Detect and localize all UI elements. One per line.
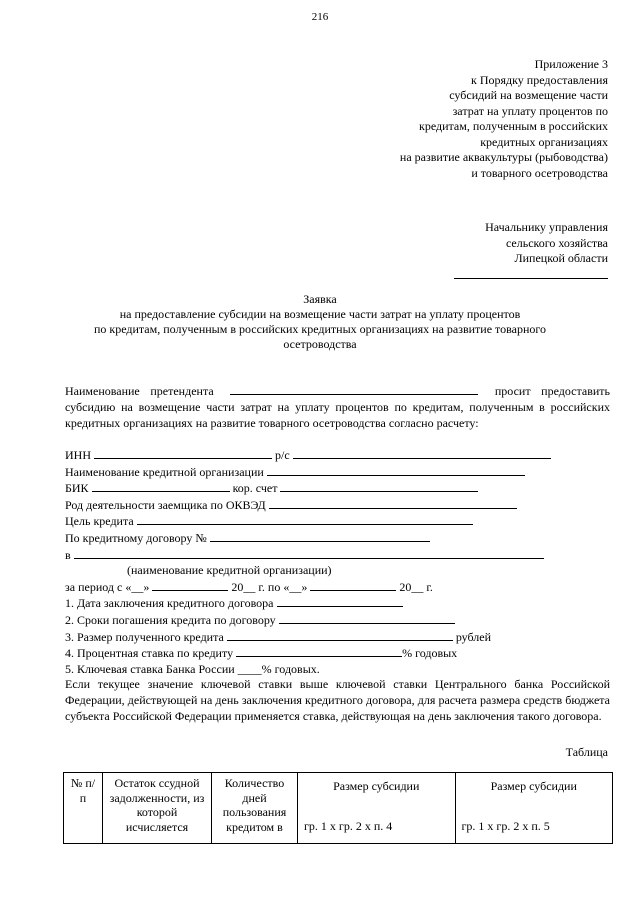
- inn-label: ИНН: [65, 448, 91, 462]
- item-4-label: 4. Процентная ставка по кредиту: [65, 646, 234, 661]
- signature-line[interactable]: [454, 267, 608, 279]
- page-number: 216: [311, 11, 329, 23]
- item-5-row: 5. Ключевая ставка Банка России ____% годовых.: [65, 661, 320, 676]
- applicant-name-field[interactable]: [230, 383, 478, 395]
- period-to-label: 20__ г. по «__»: [231, 579, 308, 594]
- subsidy-2-title: Размер субсидии: [490, 779, 577, 793]
- header-days: Количество дней пользования кредитом в: [212, 773, 298, 844]
- addressee-line: Липецкой области: [514, 251, 608, 265]
- period-from-field[interactable]: [152, 579, 228, 591]
- appendix-line: к Порядку предоставления: [470, 72, 608, 87]
- contract-label: По кредитному договору №: [65, 530, 207, 545]
- period-to-field[interactable]: [310, 579, 396, 591]
- item-1-label: 1. Дата заключения кредитного договора: [65, 596, 274, 611]
- header-number: № п/п: [64, 773, 103, 844]
- rs-field[interactable]: [293, 447, 551, 459]
- in-label: в: [65, 547, 71, 562]
- okved-field[interactable]: [269, 497, 517, 509]
- subsidy-1-title: Размер субсидии: [333, 779, 420, 793]
- appendix-line: кредитам, полученным в российских: [419, 119, 608, 133]
- item-3-field[interactable]: [227, 629, 453, 641]
- title-line: по кредитам, полученным в российских кредитных организациях на развитие товарного: [93, 322, 547, 336]
- title-line: на предоставление субсидии на возмещение части затрат на уплату процентов: [119, 307, 521, 321]
- item-3-label: 3. Размер полученного кредита: [65, 629, 224, 644]
- item-2-field[interactable]: [279, 612, 455, 624]
- appendix-line: и товарного осетроводства: [471, 165, 608, 180]
- item-1-field[interactable]: [277, 595, 403, 607]
- item-1-row: [65, 595, 610, 612]
- item-3-unit: рублей: [455, 629, 492, 644]
- bik-field[interactable]: [92, 480, 230, 492]
- appendix-line: кредитных организациях: [480, 134, 608, 149]
- key-rate-note: Если текущее значение ключевой ставки выше ключевой ставки Центрального банка Российской Федерации, действующей на день заключения кредитного договора, для расчета размера средств бюджета субъекта Российской Федерации применяется ставка, действующая на день заключения такого договора.: [65, 677, 610, 723]
- rs-label: р/с: [275, 448, 290, 462]
- intro-paragraph: [65, 383, 610, 431]
- okved-row: [65, 497, 610, 514]
- period-row: [65, 579, 610, 596]
- bank-in-field[interactable]: [74, 547, 544, 559]
- document-title: [60, 292, 580, 352]
- field-caption: (наименование кредитной организации): [127, 563, 332, 578]
- header-subsidy-2: [455, 773, 613, 844]
- details-section: [65, 447, 610, 724]
- purpose-label: Цель кредита: [65, 514, 134, 529]
- item-2-row: [65, 612, 610, 629]
- okved-label: Род деятельности заемщика по ОКВЭД: [65, 497, 266, 512]
- addressee-line: сельского хозяйства: [505, 235, 608, 250]
- item-4-field[interactable]: [236, 645, 402, 657]
- intro-text: просит предоставить субсидию на возмещение части затрат на уплату процентов по кредитам, полученным в российских кредитных организациях на развитие товарного осетроводства согласно расчету:: [65, 384, 611, 430]
- title-line: осетроводства: [283, 337, 357, 351]
- kor-label: кор. счет: [232, 481, 278, 496]
- bik-label: БИК: [65, 481, 89, 496]
- calculation-table: [63, 772, 613, 844]
- header-debt-balance: Остаток ссудной задолженности, из которой исчисляется: [103, 773, 212, 844]
- period-year-label: 20__ г.: [399, 579, 433, 594]
- appendix-line: Приложение 3: [534, 57, 608, 71]
- applicant-label: Наименование претендента: [65, 384, 214, 398]
- appendix-line: затрат на уплату процентов по: [452, 103, 608, 118]
- item-4-row: [65, 645, 610, 662]
- item-4-unit: % годовых: [402, 646, 458, 661]
- item-2-label: 2. Сроки погашения кредита по договору: [65, 612, 276, 627]
- subsidy-2-formula: гр. 1 х гр. 2 х п. 5: [461, 819, 550, 833]
- addressee-block: [368, 220, 608, 283]
- item-3-row: [65, 629, 610, 646]
- subsidy-1-formula: гр. 1 х гр. 2 х п. 4: [304, 819, 393, 833]
- bank-label: Наименование кредитной организации: [65, 464, 264, 479]
- header-subsidy-1: [298, 773, 456, 844]
- appendix-line: субсидий на возмещение части: [449, 88, 608, 102]
- bank-field[interactable]: [267, 464, 525, 476]
- bik-row: [65, 480, 610, 497]
- title-heading: Заявка: [303, 292, 337, 306]
- contract-row: [65, 530, 610, 547]
- addressee-line: Начальнику управления: [485, 220, 608, 234]
- contract-field[interactable]: [210, 530, 430, 542]
- inn-field[interactable]: [94, 447, 272, 459]
- table-label: Таблица: [565, 745, 608, 759]
- appendix-line: на развитие аквакультуры (рыбоводства): [399, 150, 608, 164]
- period-from-label: за период с «__»: [65, 579, 150, 594]
- inn-row: [65, 447, 610, 464]
- table-header-row: [64, 773, 613, 844]
- purpose-row: [65, 513, 610, 530]
- kor-field[interactable]: [280, 480, 478, 492]
- bank-in-row: [65, 547, 610, 564]
- appendix-header: [308, 57, 608, 181]
- purpose-field[interactable]: [137, 513, 473, 525]
- bank-row: [65, 464, 610, 481]
